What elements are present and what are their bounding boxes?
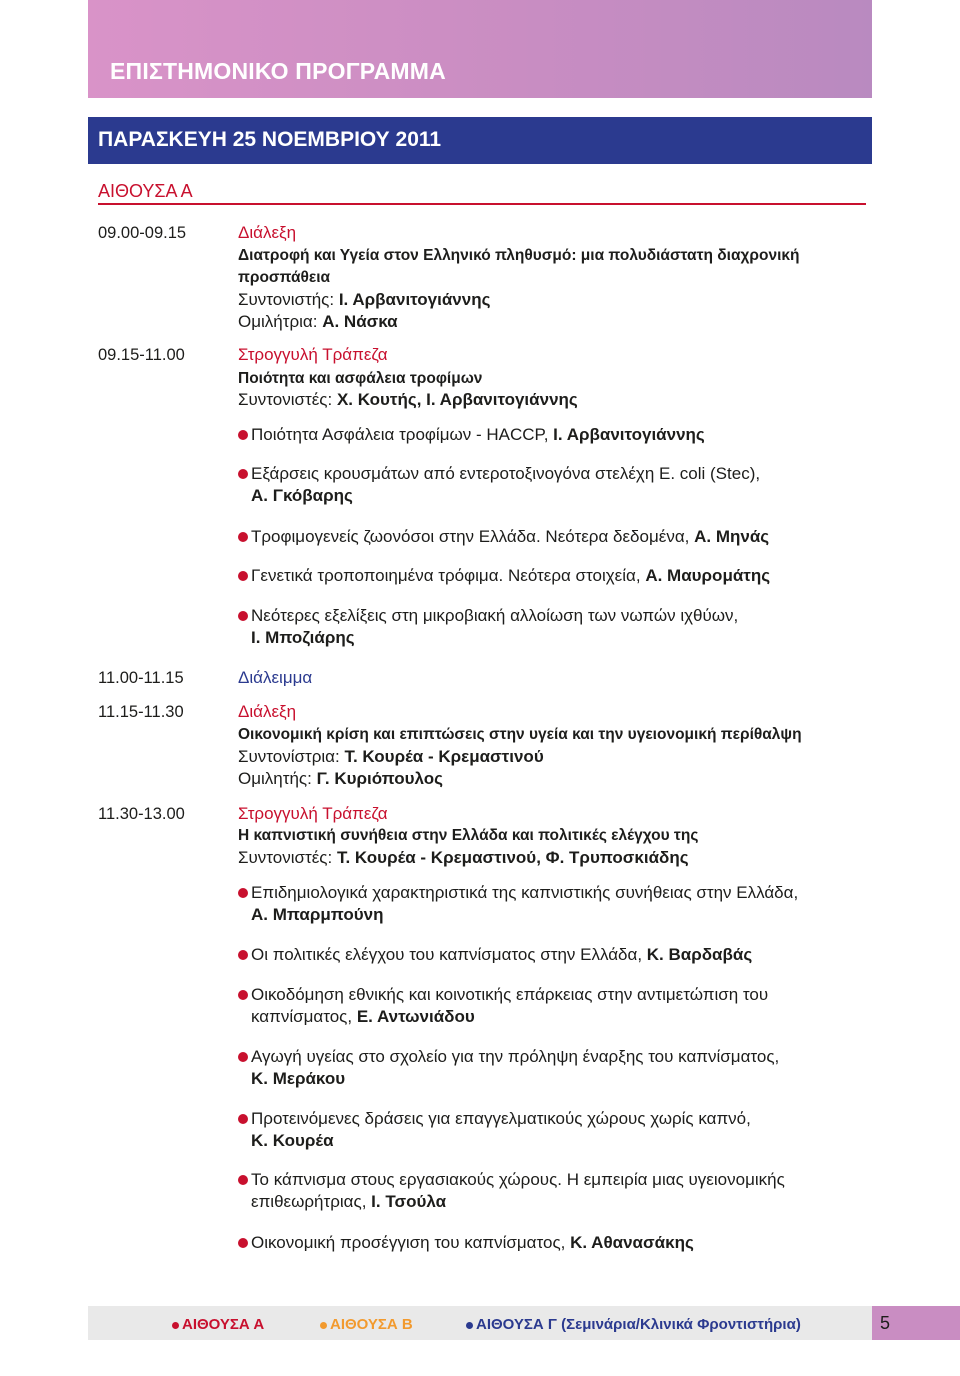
page-title: ΕΠΙΣΤΗΜΟΝΙΚΟ ΠΡΟΓΡΑΜΜΑ — [110, 58, 446, 84]
header-banner — [88, 0, 872, 98]
session-type: Στρογγυλή Τράπεζα — [238, 345, 388, 364]
bullet-icon — [238, 571, 248, 581]
session-type: Στρογγυλή Τράπεζα — [238, 804, 388, 823]
bullet-icon — [238, 950, 248, 960]
talk-speaker: Α. Γκόβαρης — [251, 486, 353, 505]
bullet-icon — [238, 1175, 248, 1185]
session-time: 11.30-13.00 — [98, 805, 185, 823]
bullet-icon — [238, 1052, 248, 1062]
bullet-icon — [238, 990, 248, 1000]
talk-item-cont: επιθεωρήτριας, Ι. Τσούλα — [251, 1192, 447, 1211]
legend-room-a: ΑΙΘΟΥΣΑ Α — [182, 1316, 265, 1333]
talk-speaker: Α. Μπαρμπούνη — [251, 905, 384, 924]
session-time: 11.15-11.30 — [98, 703, 184, 721]
day-title: ΠΑΡΑΣΚΕΥΗ 25 ΝΟΕΜΒΡΙΟΥ 2011 — [98, 128, 442, 151]
session-title: Ποιότητα και ασφάλεια τροφίμων — [238, 370, 483, 387]
legend-room-b: ΑΙΘΟΥΣΑ Β — [330, 1316, 413, 1333]
session-coordinator: Συντονιστής: Ι. Αρβανιτογιάννης — [238, 290, 491, 309]
session-time: 09.15-11.00 — [98, 346, 185, 364]
bullet-icon — [238, 611, 248, 621]
talk-speaker: Κ. Μεράκου — [251, 1069, 346, 1088]
talk-item: Αγωγή υγείας στο σχολείο για την πρόληψη έναρξης του καπνίσματος, — [251, 1047, 780, 1066]
bullet-icon — [238, 469, 248, 479]
bullet-icon — [238, 430, 248, 440]
session-coordinator: Συντονιστές: Τ. Κουρέα - Κρεμαστινού, Φ. Τρυποσκιάδης — [238, 848, 689, 867]
session-speaker: Ομιλήτρια: Α. Νάσκα — [238, 312, 398, 331]
session-coordinator: Συντονιστές: Χ. Κουτής, Ι. Αρβανιτογιάννης — [238, 390, 578, 409]
talk-speaker: Κ. Κουρέα — [251, 1131, 334, 1150]
legend-dot-icon — [320, 1322, 327, 1329]
legend-dot-icon — [172, 1322, 179, 1329]
session-type: Διάλεξη — [238, 702, 297, 721]
session-time: 11.00-11.15 — [98, 669, 184, 687]
legend-room-c: ΑΙΘΟΥΣΑ Γ (Σεμινάρια/Κλινικά Φροντιστήρια) — [476, 1316, 801, 1333]
talk-item: Ποιότητα Ασφάλεια τροφίμων - HACCP, Ι. Αρβανιτογιάννης — [251, 425, 705, 444]
legend-dot-icon — [466, 1322, 473, 1329]
session-title-cont: προσπάθεια — [238, 269, 331, 286]
session-speaker: Ομιλητής: Γ. Κυριόπουλος — [238, 769, 443, 788]
page-number: 5 — [880, 1313, 891, 1333]
talk-speaker: Ι. Μποζιάρης — [251, 628, 355, 647]
room-label: ΑΙΘΟΥΣΑ Α — [98, 181, 193, 201]
talk-item: Τροφιμογενείς ζωονόσοι στην Ελλάδα. Νεότερα δεδομένα, Α. Μηνάς — [251, 527, 770, 546]
session-title: Η καπνιστική συνήθεια στην Ελλάδα και πολιτικές ελέγχου της — [238, 827, 699, 844]
session-title: Οικονομική κρίση και επιπτώσεις στην υγεία και την υγειονομική περίθαλψη — [238, 726, 802, 743]
session-time: 09.00-09.15 — [98, 224, 187, 242]
talk-item-cont: καπνίσματος, Ε. Αντωνιάδου — [251, 1007, 475, 1026]
talk-item: Επιδημιολογικά χαρακτηριστικά της καπνιστικής συνήθειας στην Ελλάδα, — [251, 883, 799, 902]
talk-item: Οι πολιτικές ελέγχου του καπνίσματος στην Ελλάδα, Κ. Βαρδαβάς — [251, 945, 753, 964]
bullet-icon — [238, 532, 248, 542]
bullet-icon — [238, 1238, 248, 1248]
session-title: Διατροφή και Υγεία στον Ελληνικό πληθυσμό: μια πολυδιάστατη διαχρονική — [238, 247, 800, 264]
page-number-box — [872, 1306, 960, 1340]
talk-item: Νεότερες εξελίξεις στη μικροβιακή αλλοίωση των νωπών ιχθύων, — [251, 606, 739, 625]
room-divider — [98, 203, 866, 205]
talk-item: Το κάπνισμα στους εργασιακούς χώρους. Η εμπειρία μιας υγειονομικής — [251, 1170, 785, 1189]
talk-item: Γενετικά τροποποιημένα τρόφιμα. Νεότερα στοιχεία, Α. Μαυρομάτης — [251, 566, 771, 585]
day-header — [88, 117, 872, 164]
bullet-icon — [238, 888, 248, 898]
talk-item: Οικοδόμηση εθνικής και κοινοτικής επάρκειας στην αντιμετώπιση του — [251, 985, 769, 1004]
bullet-icon — [238, 1114, 248, 1124]
talk-item: Οικονομική προσέγγιση του καπνίσματος, Κ. Αθανασάκης — [251, 1233, 694, 1252]
talk-item: Εξάρσεις κρουσμάτων από εντεροτοξινογόνα στελέχη E. coli (Stec), — [251, 464, 761, 483]
talk-item: Προτεινόμενες δράσεις για επαγγελματικούς χώρους χωρίς καπνό, — [251, 1109, 751, 1128]
session-type: Διάλεξη — [238, 223, 297, 242]
session-coordinator: Συντονίστρια: Τ. Κουρέα - Κρεμαστινού — [238, 747, 544, 766]
session-type: Διάλειμμα — [238, 668, 313, 687]
